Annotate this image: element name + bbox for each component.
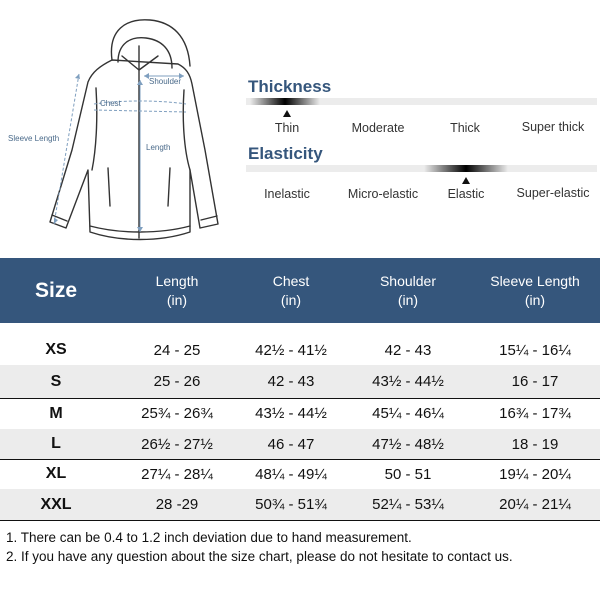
cell-sleeve-length: 15¼ - 16¼ <box>499 341 571 359</box>
table-row <box>0 365 600 399</box>
cell-chest: 43½ - 44½ <box>255 405 327 422</box>
note-deviation: 1. There can be 0.4 to 1.2 inch deviation due to hand measurement. <box>6 530 412 545</box>
elasticity-option-micro-elastic: Micro-elastic <box>347 187 419 201</box>
table-row <box>0 489 600 521</box>
elasticity-pointer-icon <box>462 177 470 184</box>
cell-size: M <box>49 404 63 422</box>
sleeve-length-label: Sleeve Length <box>8 134 60 143</box>
cell-chest: 42 - 43 <box>267 373 315 390</box>
cell-size: XXL <box>40 495 72 513</box>
header-shoulder <box>346 258 470 323</box>
length-label: Length <box>146 143 171 152</box>
cell-shoulder: 42 - 43 <box>384 341 432 359</box>
cell-chest: 50¾ - 51¾ <box>255 496 327 513</box>
cell-size: S <box>50 372 62 390</box>
header-shoulder-label: Shoulder <box>379 272 437 289</box>
elasticity-scale-bar <box>246 165 597 172</box>
cell-sleeve-length: 18 - 19 <box>511 435 559 453</box>
elasticity-option-inelastic: Inelastic <box>264 187 310 201</box>
header-sleeve-length-label: Sleeve Length <box>490 272 580 289</box>
cell-chest: 46 - 47 <box>267 435 315 453</box>
header-chest-label: Chest <box>272 272 310 289</box>
header-chest <box>236 258 346 323</box>
cell-chest: 48¼ - 49¼ <box>255 465 327 483</box>
table-row <box>0 398 600 430</box>
header-chest-unit: (in) <box>280 291 302 308</box>
cell-sleeve-length: 16 - 17 <box>511 373 559 390</box>
header-sleeve-length-unit: (in) <box>524 291 546 308</box>
cell-length: 28 -29 <box>155 496 199 513</box>
header-length <box>118 258 236 323</box>
thickness-option-super-thick: Super thick <box>521 120 585 134</box>
cell-sleeve-length: 16¾ - 17¾ <box>499 405 571 422</box>
size-table-header <box>0 258 600 323</box>
header-shoulder-unit: (in) <box>397 291 419 308</box>
header-size <box>0 258 112 323</box>
thickness-pointer-icon <box>283 110 291 117</box>
cell-shoulder: 52¼ - 53¼ <box>372 496 444 513</box>
cell-chest: 42½ - 41½ <box>255 341 327 359</box>
jacket-diagram <box>0 0 240 250</box>
cell-length: 24 - 25 <box>153 341 201 359</box>
cell-length: 25 - 26 <box>153 373 201 390</box>
cell-size: L <box>51 435 61 452</box>
cell-sleeve-length: 20¼ - 21¼ <box>499 496 571 513</box>
header-size-label: Size <box>34 279 78 302</box>
cell-size: XL <box>45 465 67 482</box>
cell-size: XS <box>45 341 67 358</box>
cell-length: 25¾ - 26¾ <box>141 405 213 422</box>
header-length-unit: (in) <box>166 291 188 308</box>
thickness-option-thin: Thin <box>274 121 300 135</box>
elasticity-indicator <box>424 165 508 172</box>
cell-shoulder: 50 - 51 <box>384 465 432 483</box>
cell-length: 27¼ - 28¼ <box>141 465 213 483</box>
thickness-indicator <box>250 98 320 105</box>
elasticity-option-super-elastic: Super-elastic <box>516 186 590 200</box>
table-row <box>0 335 600 366</box>
table-row <box>0 459 600 490</box>
table-row <box>0 429 600 460</box>
note-contact: 2. If you have any question about the size chart, please do not hesitate to contact us. <box>6 549 513 564</box>
thickness-option-moderate: Moderate <box>351 121 405 135</box>
chest-label: Chest <box>100 99 121 108</box>
thickness-title: Thickness <box>248 77 332 96</box>
cell-sleeve-length: 19¼ - 20¼ <box>499 465 571 483</box>
header-sleeve-length <box>470 258 600 323</box>
cell-shoulder: 45¼ - 46¼ <box>372 405 444 422</box>
header-length-label: Length <box>155 272 199 289</box>
elasticity-option-elastic: Elastic <box>447 187 485 201</box>
thickness-scale-bar <box>246 98 597 105</box>
cell-length: 26½ - 27½ <box>141 435 213 453</box>
cell-shoulder: 43½ - 44½ <box>372 373 444 390</box>
cell-shoulder: 47½ - 48½ <box>372 435 444 453</box>
jacket-illustration <box>0 0 240 250</box>
thickness-option-thick: Thick <box>450 121 480 135</box>
hood-outline <box>111 20 190 66</box>
elasticity-title: Elasticity <box>248 144 323 163</box>
shoulder-label: Shoulder <box>149 77 182 86</box>
